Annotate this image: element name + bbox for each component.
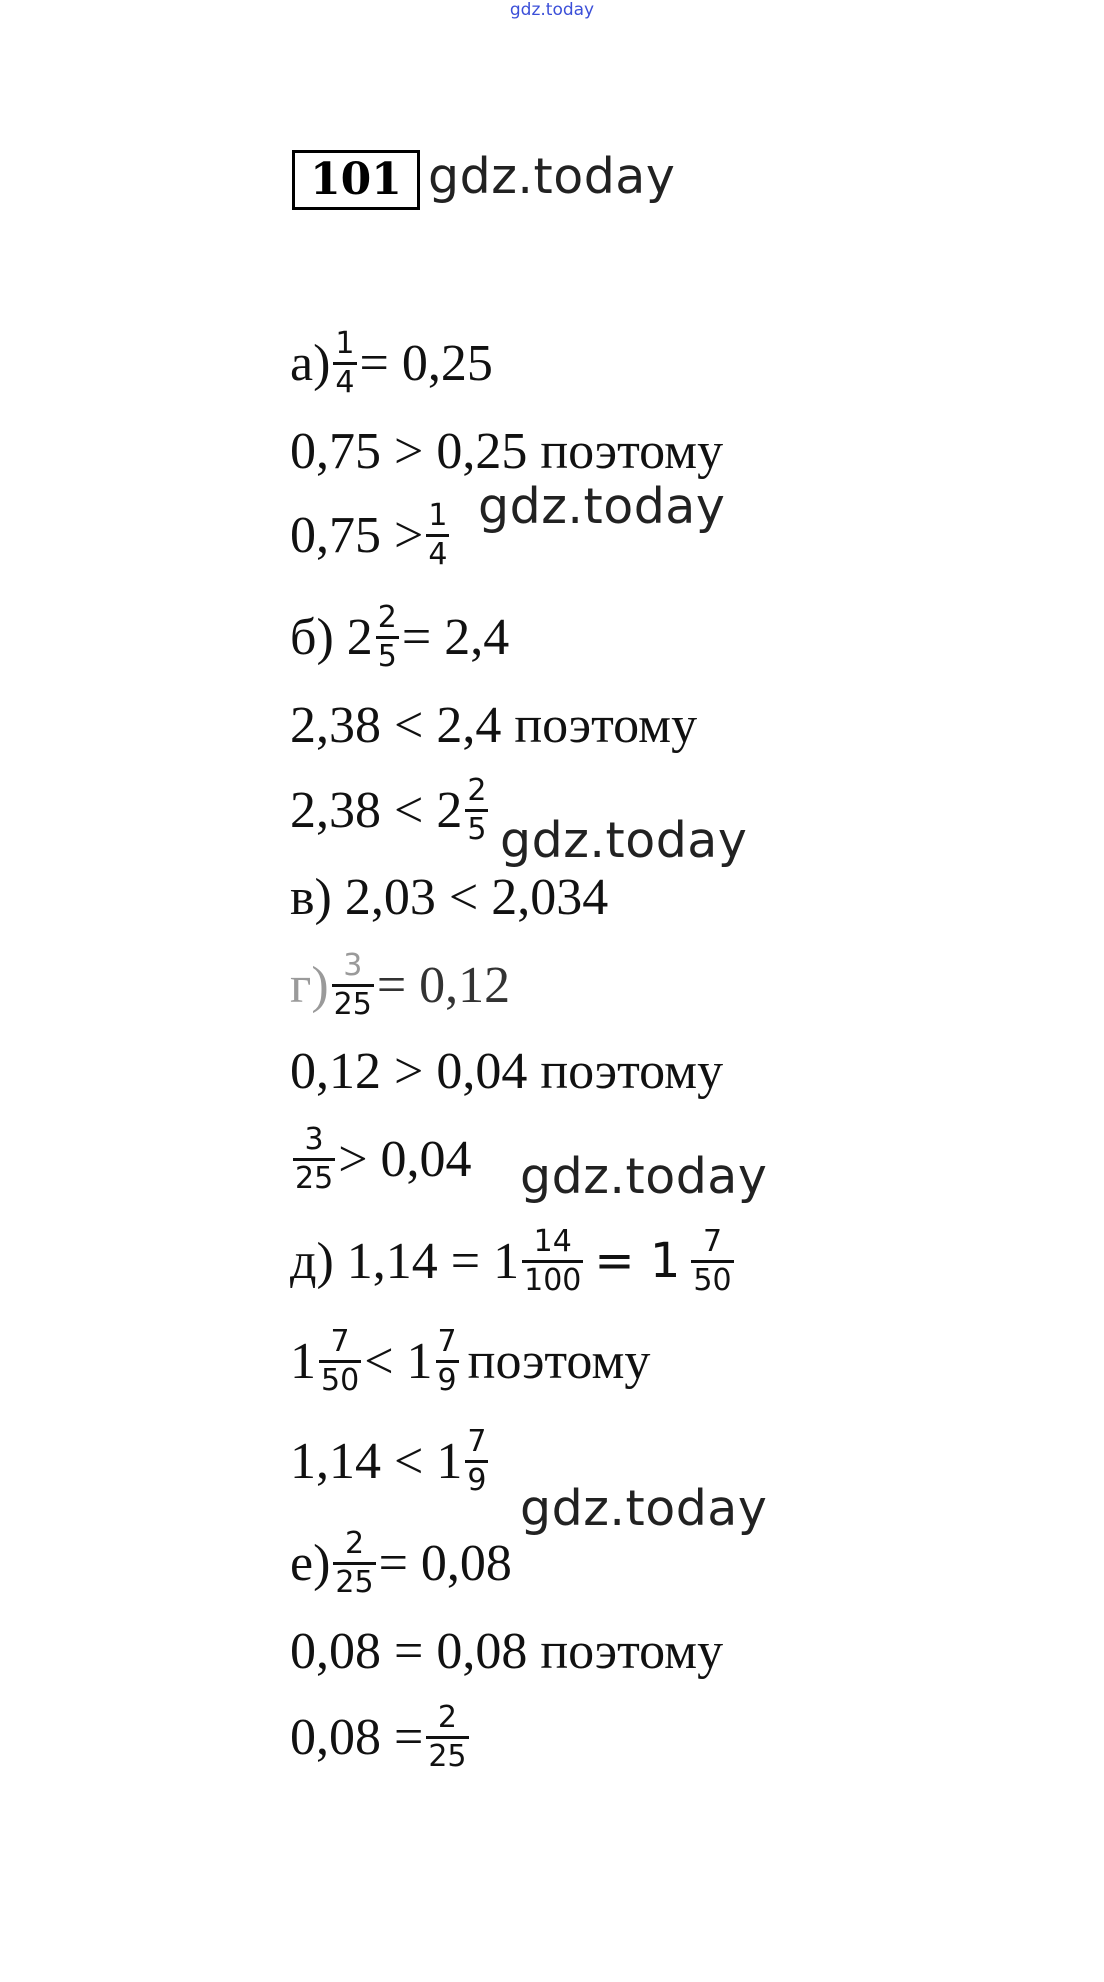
watermark: gdz.today [520,1148,768,1205]
fraction: $\frac{2}{25}$ [428,1699,467,1774]
part-b-line-3: 2,38 < 2 $\frac{2}{5}$ [290,772,487,847]
part-b-line-2: 2,38 < 2,4 поэтому [290,696,698,754]
top-watermark: gdz.today [509,0,595,20]
part-g-line-3: $\frac{3}{25}$ > 0,04 [295,1121,472,1196]
part-b-line-1: б) 2 $\frac{2}{5}$ = 2,4 [290,599,510,674]
fraction: $\frac{1}{4}$ [428,497,448,572]
part-e-line-3: 0,08 = $\frac{2}{25}$ [290,1699,467,1774]
part-g-line-1: г) $\frac{3}{25}$ = 0,12 [290,947,511,1022]
fraction: $\frac{7}{9}$ [437,1323,457,1398]
part-label: а) [290,334,331,392]
watermark: gdz.today [478,478,726,535]
fraction: $\frac{2}{5}$ [377,599,397,674]
part-a-line-1 [290,318,493,408]
watermark: gdz.today [500,812,748,869]
watermark: gdz.today [520,1480,768,1537]
part-d-line-2: 1 $\frac{7}{50}$ < 1 $\frac{7}{9}$ поэтому [290,1323,651,1398]
fraction: $\frac{1}{4}$ [335,325,355,400]
fraction: $\frac{7}{50}$ [693,1223,732,1298]
fraction: $\frac{7}{50}$ [321,1323,360,1398]
part-e-line-1: е) $\frac{2}{25}$ = 0,08 [290,1525,512,1600]
fraction: $\frac{3}{25}$ [295,1121,334,1196]
part-v-line: в) 2,03 < 2,034 [290,868,609,926]
fraction: $\frac{2}{25}$ [335,1525,374,1600]
fraction: $\frac{14}{100}$ [524,1223,582,1298]
fraction: $\frac{2}{5}$ [467,772,487,847]
fraction: $\frac{7}{9}$ [467,1423,487,1498]
fraction: $\frac{3}{25}$ [333,947,372,1022]
part-a-line-2: 0,75 > 0,25 поэтому [290,422,724,480]
part-g-line-2: 0,12 > 0,04 поэтому [290,1042,724,1100]
part-d-line-1: д) 1,14 = 1 $\frac{14}{100}$ = 1 $\frac{7}{50}$ [290,1223,732,1298]
watermark: gdz.today [428,148,676,205]
part-d-line-3: 1,14 < 1 $\frac{7}{9}$ [290,1423,487,1498]
problem-number-box: 101 [292,150,420,210]
part-a-line-3: 0,75 > $\frac{1}{4}$ [290,497,448,572]
equation-rhs: = 0,25 [359,334,493,392]
part-e-line-2: 0,08 = 0,08 поэтому [290,1622,724,1680]
